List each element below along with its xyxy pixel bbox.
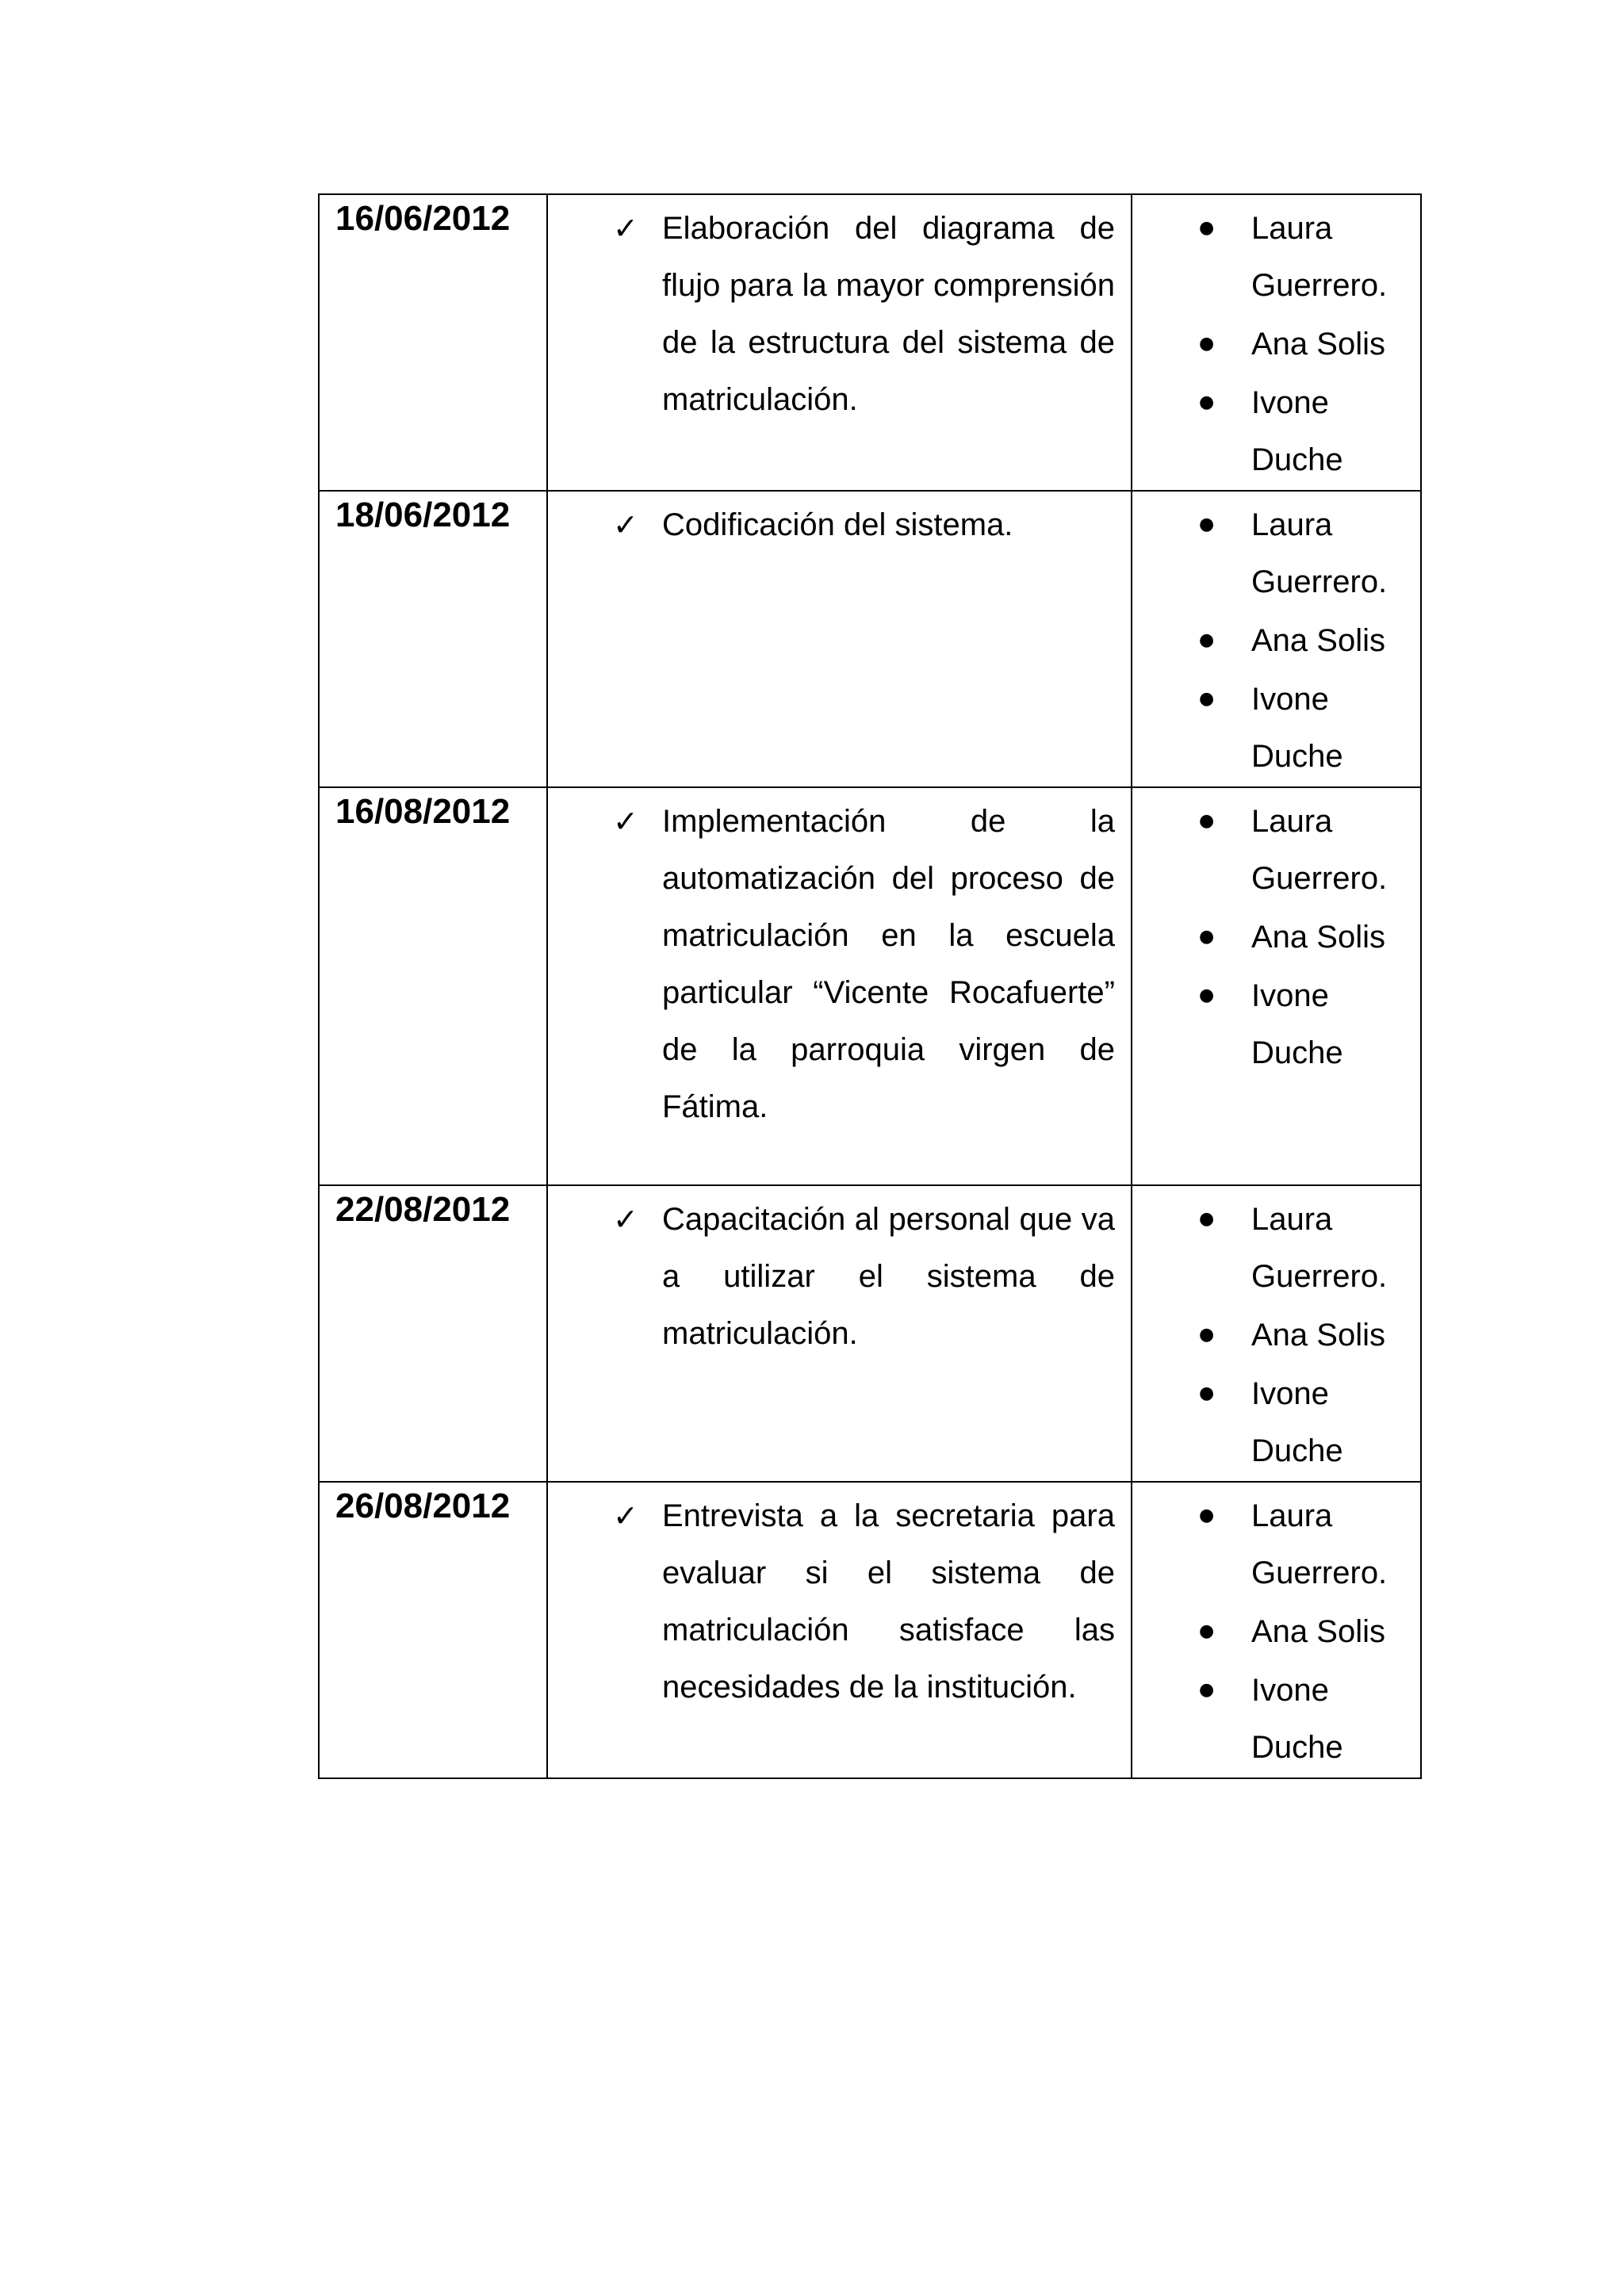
responsible-list xyxy=(1132,1483,1420,1776)
bullet-icon: ● xyxy=(1199,392,1215,412)
table-row xyxy=(319,1185,1421,1482)
list-item xyxy=(1132,1191,1420,1305)
date-cell xyxy=(319,1482,547,1778)
list-item xyxy=(1132,374,1420,488)
checkmark-icon: ✓ xyxy=(613,211,638,246)
table-row xyxy=(319,194,1421,491)
task-cell xyxy=(547,1482,1132,1778)
activity-date: 22/08/2012 xyxy=(335,1190,511,1229)
person-name: Laura Guerrero. xyxy=(1251,507,1388,599)
bullet-icon: ● xyxy=(1199,1506,1215,1525)
activity-description: Elaboración del diagrama de flujo para la mayor comprensión de la estructura del sistema de matriculación. xyxy=(662,211,1115,417)
responsible-list xyxy=(1132,492,1420,785)
responsible-list xyxy=(1132,1186,1420,1479)
checkmark-icon: ✓ xyxy=(613,804,638,839)
activity-date: 16/08/2012 xyxy=(335,792,511,831)
list-item xyxy=(1132,1603,1420,1660)
list-item xyxy=(1132,316,1420,373)
date-cell xyxy=(319,194,547,491)
activity-description: Implementación de la automatización del proceso de matriculación en la escuela particular “Vicente Rocafuerte” de la parroquia virgen de Fátima. xyxy=(662,804,1115,1124)
activity-description: Entrevista a la secretaria para evaluar si el sistema de matriculación satisface las necesidades de la institución. xyxy=(662,1498,1115,1705)
date-cell xyxy=(319,491,547,787)
responsible-cell xyxy=(1132,491,1421,787)
bullet-icon: ● xyxy=(1199,218,1215,238)
table-row xyxy=(319,491,1421,787)
list-item xyxy=(1132,793,1420,907)
list-item xyxy=(1132,1662,1420,1776)
task-cell xyxy=(547,1185,1132,1482)
schedule-table xyxy=(318,193,1422,1779)
bullet-icon: ● xyxy=(1199,630,1215,650)
person-name: Ivone Duche xyxy=(1251,978,1343,1070)
table-row xyxy=(319,787,1421,1185)
bullet-icon: ● xyxy=(1199,515,1215,534)
date-cell xyxy=(319,787,547,1185)
person-name: Laura Guerrero. xyxy=(1251,804,1388,896)
checkmark-icon: ✓ xyxy=(613,1498,638,1533)
bullet-icon: ● xyxy=(1199,927,1215,947)
list-item xyxy=(1132,496,1420,610)
list-item xyxy=(1132,1487,1420,1601)
bullet-icon: ● xyxy=(1199,1383,1215,1403)
person-name: Ivone Duche xyxy=(1251,385,1343,477)
person-name: Ivone Duche xyxy=(1251,1673,1343,1765)
list-item xyxy=(1132,909,1420,966)
person-name: Ana Solis xyxy=(1251,623,1385,658)
responsible-cell xyxy=(1132,194,1421,491)
date-cell xyxy=(319,1185,547,1482)
person-name: Ivone Duche xyxy=(1251,682,1343,774)
activity-description: Capacitación al personal que va a utilizar el sistema de matriculación. xyxy=(662,1202,1115,1351)
bullet-icon: ● xyxy=(1199,1621,1215,1641)
bullet-icon: ● xyxy=(1199,811,1215,831)
person-name: Laura Guerrero. xyxy=(1251,1498,1388,1590)
bullet-icon: ● xyxy=(1199,689,1215,709)
task-cell xyxy=(547,787,1132,1185)
bullet-icon: ● xyxy=(1199,985,1215,1005)
list-item xyxy=(1132,1365,1420,1479)
activity-date: 16/06/2012 xyxy=(335,199,511,238)
checkmark-icon: ✓ xyxy=(613,1202,638,1237)
person-name: Ana Solis xyxy=(1251,1614,1385,1649)
activity-description: Codificación del sistema. xyxy=(662,507,1013,542)
responsible-cell xyxy=(1132,1185,1421,1482)
person-name: Laura Guerrero. xyxy=(1251,211,1388,303)
bullet-icon: ● xyxy=(1199,1209,1215,1229)
table-row xyxy=(319,1482,1421,1778)
list-item xyxy=(1132,671,1420,785)
list-item xyxy=(1132,200,1420,314)
task-cell xyxy=(547,194,1132,491)
person-name: Ivone Duche xyxy=(1251,1376,1343,1468)
bullet-icon: ● xyxy=(1199,334,1215,354)
responsible-list xyxy=(1132,195,1420,488)
list-item xyxy=(1132,967,1420,1081)
bullet-icon: ● xyxy=(1199,1325,1215,1345)
list-item xyxy=(1132,612,1420,669)
list-item xyxy=(1132,1307,1420,1364)
activity-date: 18/06/2012 xyxy=(335,496,511,534)
task-cell xyxy=(547,491,1132,787)
responsible-cell xyxy=(1132,787,1421,1185)
responsible-cell xyxy=(1132,1482,1421,1778)
bullet-icon: ● xyxy=(1199,1680,1215,1700)
person-name: Ana Solis xyxy=(1251,920,1385,955)
person-name: Ana Solis xyxy=(1251,327,1385,362)
activity-date: 26/08/2012 xyxy=(335,1487,511,1525)
checkmark-icon: ✓ xyxy=(613,507,638,542)
person-name: Ana Solis xyxy=(1251,1318,1385,1353)
responsible-list xyxy=(1132,788,1420,1081)
person-name: Laura Guerrero. xyxy=(1251,1202,1388,1294)
